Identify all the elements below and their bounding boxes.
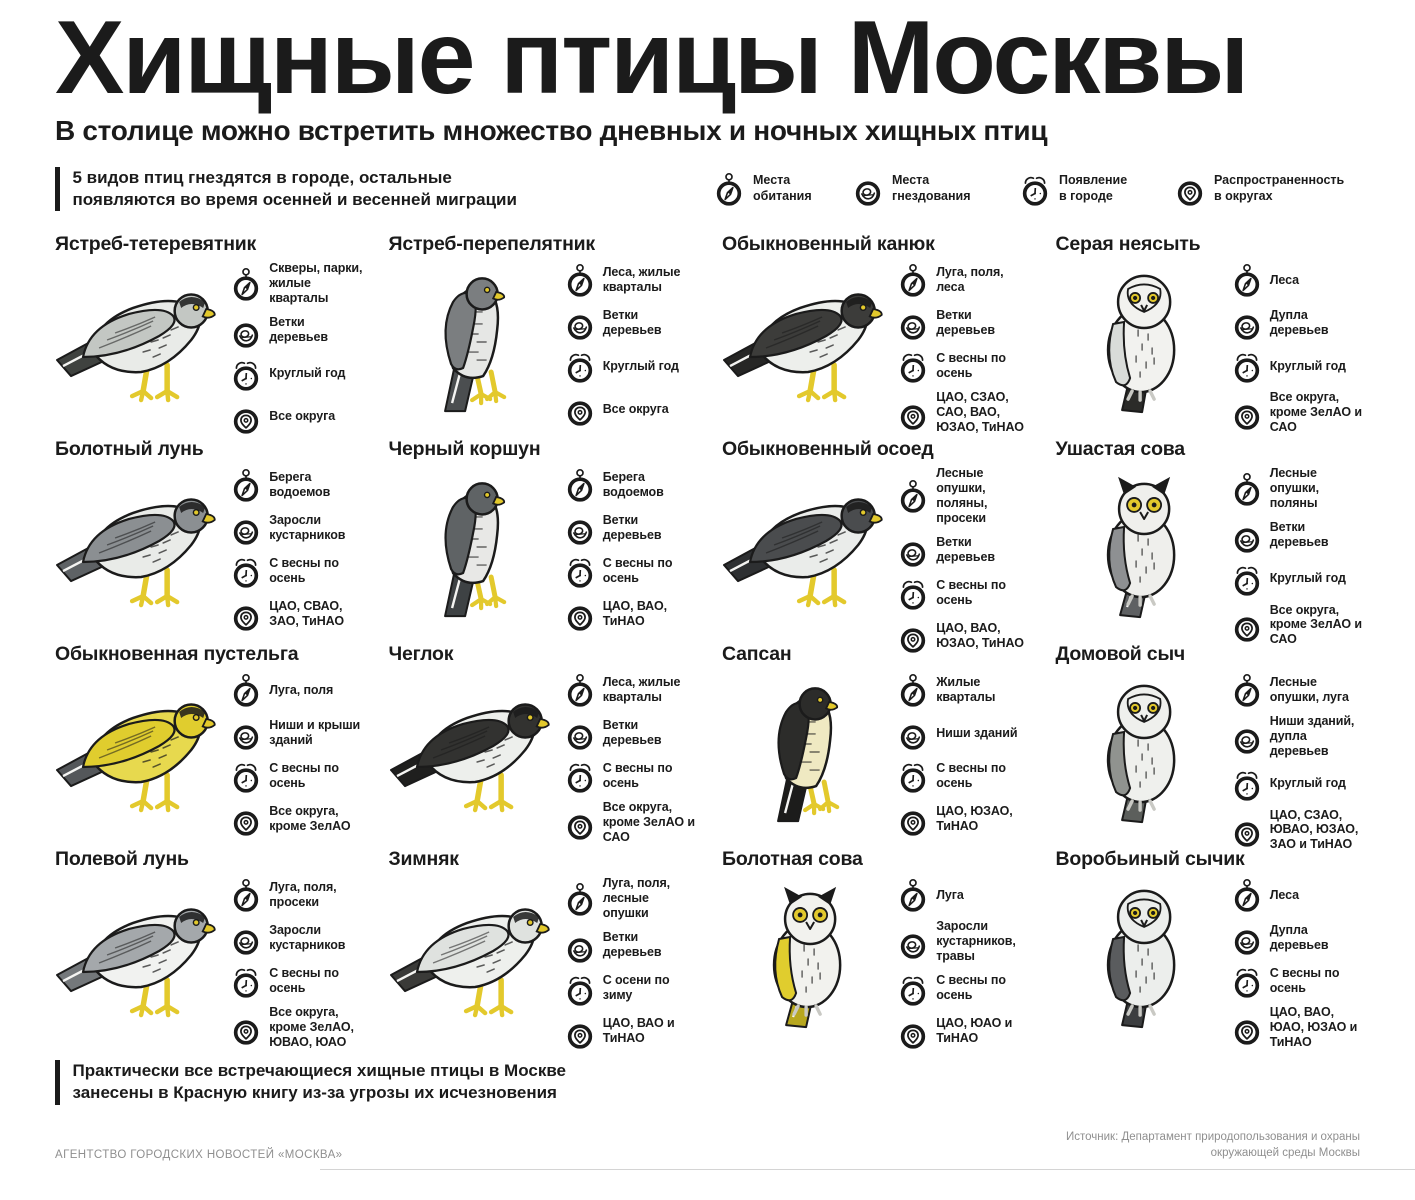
bird-card (1055, 643, 1366, 852)
fact-nesting (231, 509, 364, 546)
fact-nesting (898, 714, 1031, 751)
season-text: Круглый год (1269, 358, 1346, 373)
fact-season (565, 970, 698, 1007)
fact-habitat (898, 876, 1031, 913)
map-pin-icon (1232, 811, 1262, 848)
compass-icon (565, 466, 595, 503)
map-pin-icon (1175, 170, 1205, 207)
fact-season (1232, 962, 1365, 999)
bird-card-body (389, 259, 699, 427)
fact-nesting (898, 304, 1031, 341)
fact-habitat (231, 261, 364, 305)
bird-name: Чеглок (388, 643, 454, 666)
source-credit: Источник: Департамент природопользования и охраны окружающей среды Москвы (1065, 1130, 1360, 1159)
compass-icon (231, 265, 261, 302)
districts-text: Все округа, кроме ЗелАО, ЮВАО, ЮАО (269, 1005, 354, 1049)
districts-text: ЦАО, СЗАО, ЮВАО, ЮЗАО, ЗАО и ТиНАО (1269, 807, 1359, 852)
season-text: С весны по осень (936, 973, 1006, 1003)
fact-season (231, 757, 364, 794)
fact-districts (1232, 390, 1365, 434)
fact-habitat (231, 466, 364, 503)
fact-season (898, 574, 1031, 611)
bird-facts (898, 464, 1031, 654)
nest-icon (231, 509, 261, 546)
map-pin-icon (898, 394, 928, 431)
map-pin-icon (231, 595, 261, 632)
nesting-text: Ветки деревьев (602, 513, 662, 542)
fact-nesting (565, 509, 698, 546)
districts-text: Все округа (602, 401, 669, 416)
bird-card-body (55, 669, 365, 837)
bird-name: Полевой лунь (55, 848, 189, 871)
alarm-clock-icon (231, 355, 261, 392)
alarm-clock-icon (231, 757, 261, 794)
map-pin-icon (565, 804, 595, 841)
alarm-clock-icon (898, 574, 928, 611)
bird-card-body (389, 669, 699, 844)
compass-icon (1232, 470, 1262, 507)
legend-label: Места обитания (753, 173, 812, 203)
alarm-clock-icon (898, 970, 928, 1007)
map-pin-icon (1232, 394, 1262, 431)
legend-item-habitat (714, 170, 815, 207)
bird-illustration (55, 464, 225, 624)
nesting-text: Ветки деревьев (269, 315, 328, 345)
alarm-clock-icon (1232, 560, 1262, 597)
bird-illustration (1056, 669, 1226, 829)
bird-illustration (55, 874, 225, 1034)
fact-nesting (231, 919, 364, 956)
nesting-text: Ниши зданий, дупла деревьев (1269, 714, 1355, 758)
alarm-clock-icon (898, 757, 928, 794)
nest-icon (898, 531, 928, 568)
nest-icon (898, 923, 928, 960)
fact-districts (898, 390, 1031, 434)
fact-season (231, 355, 364, 392)
alarm-clock-icon (231, 552, 261, 589)
bird-card-body (722, 464, 1032, 654)
nesting-text: Заросли кустарников (269, 923, 346, 952)
districts-text: ЦАО, ВАО, ЮЗАО, ТиНАО (936, 621, 1024, 650)
season-text: Круглый год (602, 358, 679, 373)
bird-name: Черный коршун (388, 438, 541, 461)
bird-card-body (722, 874, 1032, 1049)
compass-icon (565, 261, 595, 298)
fact-nesting (1232, 304, 1365, 341)
legend-item-season (1020, 170, 1137, 207)
fact-habitat (231, 671, 364, 708)
bird-name: Болотная сова (722, 848, 863, 871)
bird-illustration (389, 874, 559, 1034)
compass-icon (231, 876, 261, 913)
fact-districts (565, 800, 698, 844)
fact-season (898, 970, 1031, 1007)
nest-icon (231, 714, 261, 751)
legend-label: Появление в городе (1059, 173, 1128, 203)
nest-icon (231, 919, 261, 956)
bird-card (55, 643, 365, 831)
compass-icon (565, 880, 595, 917)
compass-icon (1232, 261, 1262, 298)
header (0, 0, 1415, 147)
fact-season (565, 552, 698, 589)
legend-label: Распространенность в округах (1214, 173, 1345, 203)
fact-nesting (565, 714, 698, 751)
bird-card (1055, 848, 1366, 1049)
agency-credit: АГЕНТСТВО ГОРОДСКИХ НОВОСТЕЙ «МОСКВА» (55, 1148, 343, 1161)
bird-name: Болотный лунь (55, 438, 204, 461)
habitat-text: Берега водоемов (602, 470, 664, 499)
bird-facts (1232, 669, 1365, 852)
nest-icon (898, 304, 928, 341)
bird-card-body (55, 874, 365, 1049)
fact-nesting (231, 714, 364, 751)
bird-card-body (55, 464, 365, 632)
bird-name: Воробьиный сычик (1055, 848, 1245, 871)
season-text: С весны по осень (936, 578, 1006, 607)
bird-illustration (722, 464, 892, 624)
nest-icon (1232, 517, 1262, 554)
habitat-text: Жилые кварталы (936, 675, 996, 704)
fact-districts (898, 800, 1031, 837)
fact-districts (1232, 603, 1365, 647)
fact-habitat (1232, 876, 1365, 913)
bird-illustration (722, 259, 892, 419)
map-pin-icon (231, 398, 261, 435)
nesting-text: Ветки деревьев (602, 718, 662, 747)
season-text: С весны по осень (936, 351, 1006, 380)
fact-season (1232, 347, 1365, 384)
legend-label: Места гнездования (892, 173, 971, 203)
habitat-text: Леса (1269, 272, 1299, 287)
bird-card (722, 233, 1032, 434)
outro-note (0, 1060, 1415, 1104)
nest-icon (565, 304, 595, 341)
bird-card (55, 848, 365, 1049)
fact-habitat (898, 466, 1031, 525)
bird-card (389, 438, 699, 626)
nesting-text: Ветки деревьев (602, 930, 662, 960)
map-pin-icon (898, 800, 928, 837)
bird-illustration (722, 669, 892, 829)
fact-habitat (1232, 466, 1365, 510)
fact-season (898, 757, 1031, 794)
bird-facts (565, 259, 698, 427)
districts-text: Все округа (269, 408, 336, 423)
bird-facts (1232, 874, 1365, 1049)
habitat-text: Берега водоемов (269, 470, 331, 499)
season-text: С осени по зиму (602, 973, 670, 1003)
compass-icon (898, 477, 928, 514)
habitat-text: Лесные опушки, луга (1269, 675, 1349, 704)
bird-name: Обыкновенная пустельга (55, 643, 299, 666)
alarm-clock-icon (565, 347, 595, 384)
fact-season (898, 347, 1031, 384)
habitat-text: Скверы, парки, жилые кварталы (269, 261, 363, 305)
map-pin-icon (1232, 606, 1262, 643)
bird-illustration (389, 669, 559, 829)
info-row (0, 147, 1415, 211)
habitat-text: Лесные опушки, поляны (1269, 466, 1319, 510)
footer (0, 1105, 1415, 1161)
compass-icon (1232, 671, 1262, 708)
nesting-text: Ветки деревьев (1269, 520, 1329, 550)
bird-card (55, 438, 365, 626)
fact-districts (1232, 1005, 1365, 1049)
map-pin-icon (565, 1013, 595, 1050)
compass-icon (231, 466, 261, 503)
legend-item-districts (1175, 170, 1354, 207)
nest-icon (565, 714, 595, 751)
bird-card (722, 438, 1032, 650)
bottom-rule (320, 1169, 1415, 1170)
bird-card (389, 233, 699, 421)
map-pin-icon (898, 1013, 928, 1050)
bird-illustration (55, 259, 225, 419)
bird-illustration (389, 259, 559, 419)
bird-card (1055, 233, 1366, 434)
habitat-text: Луга, поля, лесные опушки (602, 876, 671, 920)
legend (714, 167, 1360, 207)
nesting-text: Ниши и крыши зданий (269, 718, 361, 747)
compass-icon (1232, 876, 1262, 913)
habitat-text: Луга (936, 887, 964, 902)
fact-habitat (231, 876, 364, 913)
fact-districts (231, 1005, 364, 1049)
bird-card (722, 848, 1032, 1046)
compass-icon (898, 876, 928, 913)
bird-illustration (1056, 464, 1226, 624)
bird-name: Зимняк (388, 848, 459, 871)
nest-icon (1232, 304, 1262, 341)
nesting-text: Ниши зданий (936, 725, 1018, 740)
habitat-text: Луга, поля (269, 682, 334, 697)
bird-card (388, 643, 699, 844)
districts-text: ЦАО, ЮЗАО, ТиНАО (936, 804, 1013, 833)
outro-note-text: Практически все встречающиеся хищные птицы в Москве занесены в Красную книгу из-за угрозы их исчезновения (72, 1061, 567, 1103)
districts-text: ЦАО, ВАО, ТиНАО (602, 599, 667, 628)
season-text: С весны по осень (602, 761, 673, 790)
fact-season (231, 552, 364, 589)
fact-districts (565, 595, 698, 632)
fact-nesting (898, 531, 1031, 568)
nesting-text: Дупла деревьев (1269, 923, 1329, 952)
fact-districts (231, 398, 364, 435)
districts-text: ЦАО, ВАО, ЮАО, ЮЗАО и ТиНАО (1269, 1005, 1358, 1049)
alarm-clock-icon (898, 347, 928, 384)
bird-card-body (1056, 464, 1366, 647)
districts-text: Все округа, кроме ЗелАО и САО (1269, 602, 1362, 647)
bird-card (388, 848, 699, 1046)
bird-illustration (55, 669, 225, 829)
nest-icon (565, 927, 595, 964)
season-text: С весны по осень (602, 556, 673, 585)
intro-note-text: 5 видов птиц гнездятся в городе, остальные появляются во время осенней и весенней миграции (72, 168, 517, 210)
bird-facts (231, 874, 364, 1049)
alarm-clock-icon (1232, 765, 1262, 802)
bird-illustration (1056, 874, 1226, 1034)
bird-facts (565, 874, 698, 1049)
fact-districts (565, 1013, 698, 1050)
fact-nesting (898, 919, 1031, 963)
bird-facts (565, 464, 698, 632)
bird-name: Серая неясыть (1055, 233, 1201, 256)
bird-facts (231, 669, 364, 837)
habitat-text: Луга, поля, леса (936, 265, 1004, 294)
note-bar (55, 1060, 60, 1104)
nest-icon (853, 170, 883, 207)
districts-text: ЦАО, СВАО, ЗАО, ТиНАО (269, 599, 345, 628)
bird-card-body (722, 259, 1032, 434)
fact-nesting (565, 927, 698, 964)
bird-card-body (722, 669, 1032, 837)
alarm-clock-icon (231, 962, 261, 999)
bird-facts (1232, 464, 1365, 647)
fact-nesting (1232, 919, 1365, 956)
bird-card (1055, 438, 1366, 647)
bird-name: Домовой сыч (1055, 643, 1186, 666)
bird-facts (231, 464, 364, 632)
season-text: С весны по осень (936, 761, 1006, 790)
fact-districts (565, 390, 698, 427)
alarm-clock-icon (1232, 347, 1262, 384)
bird-name: Сапсан (722, 643, 792, 666)
fact-districts (1232, 808, 1365, 852)
bird-name: Обыкновенный осоед (722, 438, 934, 461)
nesting-text: Ветки деревьев (936, 308, 995, 337)
bird-card (722, 643, 1032, 831)
bird-facts (898, 259, 1031, 434)
page-title: Хищные птицы Москвы (55, 0, 1248, 116)
fact-season (231, 962, 364, 999)
fact-nesting (231, 312, 364, 349)
fact-nesting (565, 304, 698, 341)
page-subtitle: В столице можно встретить множество дневных и ночных хищных птиц (55, 115, 1048, 147)
fact-habitat (1232, 671, 1365, 708)
nesting-text: Ветки деревьев (602, 308, 662, 337)
nest-icon (1232, 718, 1262, 755)
nest-icon (1232, 919, 1262, 956)
nesting-text: Дупла деревьев (1269, 308, 1329, 337)
districts-text: Все округа, кроме ЗелАО и САО (1269, 390, 1362, 434)
bird-illustration (389, 464, 559, 624)
fact-habitat (898, 671, 1031, 708)
map-pin-icon (231, 1009, 261, 1046)
fact-districts (898, 1013, 1031, 1050)
fact-nesting (1232, 714, 1365, 758)
fact-habitat (565, 876, 698, 920)
districts-text: ЦАО, ВАО и ТиНАО (602, 1016, 675, 1046)
map-pin-icon (231, 800, 261, 837)
nesting-text: Заросли кустарников (269, 513, 346, 542)
habitat-text: Лесные опушки, поляны, просеки (936, 466, 988, 525)
legend-item-nesting (853, 170, 982, 207)
fact-habitat (898, 261, 1031, 298)
compass-icon (565, 671, 595, 708)
fact-season (1232, 765, 1365, 802)
fact-season (1232, 560, 1365, 597)
season-text: Круглый год (269, 365, 346, 380)
nest-icon (898, 714, 928, 751)
alarm-clock-icon (565, 970, 595, 1007)
alarm-clock-icon (565, 757, 595, 794)
bird-facts (1232, 259, 1365, 434)
habitat-text: Леса (1269, 887, 1299, 902)
bird-name: Ястреб-перепелятник (388, 233, 595, 256)
bird-card-body (55, 259, 365, 434)
districts-text: Все округа, кроме ЗелАО (269, 804, 351, 833)
bird-illustration (722, 874, 892, 1034)
alarm-clock-icon (1020, 170, 1050, 207)
fact-habitat (565, 261, 698, 298)
alarm-clock-icon (565, 552, 595, 589)
note-bar (55, 167, 60, 211)
nesting-text: Заросли кустарников, травы (936, 919, 1016, 963)
fact-habitat (565, 466, 698, 503)
nesting-text: Ветки деревьев (936, 535, 995, 564)
bird-name: Обыкновенный канюк (722, 233, 935, 256)
districts-text: Все округа, кроме ЗелАО и САО (602, 800, 695, 844)
fact-districts (231, 595, 364, 632)
bird-facts (898, 669, 1031, 837)
fact-nesting (1232, 517, 1365, 554)
bird-name: Ястреб-тетеревятник (55, 233, 257, 256)
map-pin-icon (565, 595, 595, 632)
fact-habitat (565, 671, 698, 708)
fact-districts (231, 800, 364, 837)
bird-card-body (1056, 874, 1366, 1049)
habitat-text: Луга, поля, просеки (269, 880, 337, 909)
nest-icon (565, 509, 595, 546)
intro-note (55, 167, 543, 211)
fact-season (565, 757, 698, 794)
habitat-text: Леса, жилые кварталы (602, 675, 681, 704)
season-text: С весны по осень (269, 966, 339, 995)
bird-facts (898, 874, 1031, 1049)
habitat-text: Леса, жилые кварталы (602, 265, 681, 294)
season-text: С весны по осень (269, 556, 339, 585)
map-pin-icon (565, 390, 595, 427)
fact-season (565, 347, 698, 384)
bird-facts (231, 259, 364, 434)
season-text: С весны по осень (1269, 966, 1340, 995)
bird-card (55, 233, 365, 421)
map-pin-icon (1232, 1009, 1262, 1046)
compass-icon (714, 170, 744, 207)
compass-icon (231, 671, 261, 708)
bird-card-body (1056, 259, 1366, 434)
bird-card-body (389, 464, 699, 632)
alarm-clock-icon (1232, 962, 1262, 999)
districts-text: ЦАО, СЗАО, САО, ВАО, ЮЗАО, ТиНАО (936, 390, 1024, 434)
districts-text: ЦАО, ЮАО и ТиНАО (936, 1016, 1013, 1046)
nest-icon (231, 312, 261, 349)
bird-card-body (389, 874, 699, 1049)
compass-icon (898, 671, 928, 708)
bird-illustration (1056, 259, 1226, 419)
season-text: Круглый год (1269, 570, 1346, 585)
birds-grid (0, 233, 1415, 1049)
season-text: С весны по осень (269, 761, 339, 790)
fact-habitat (1232, 261, 1365, 298)
compass-icon (898, 261, 928, 298)
bird-facts (565, 669, 698, 844)
bird-card-body (1056, 669, 1366, 852)
bird-name: Ушастая сова (1055, 438, 1185, 461)
season-text: Круглый год (1269, 775, 1346, 790)
